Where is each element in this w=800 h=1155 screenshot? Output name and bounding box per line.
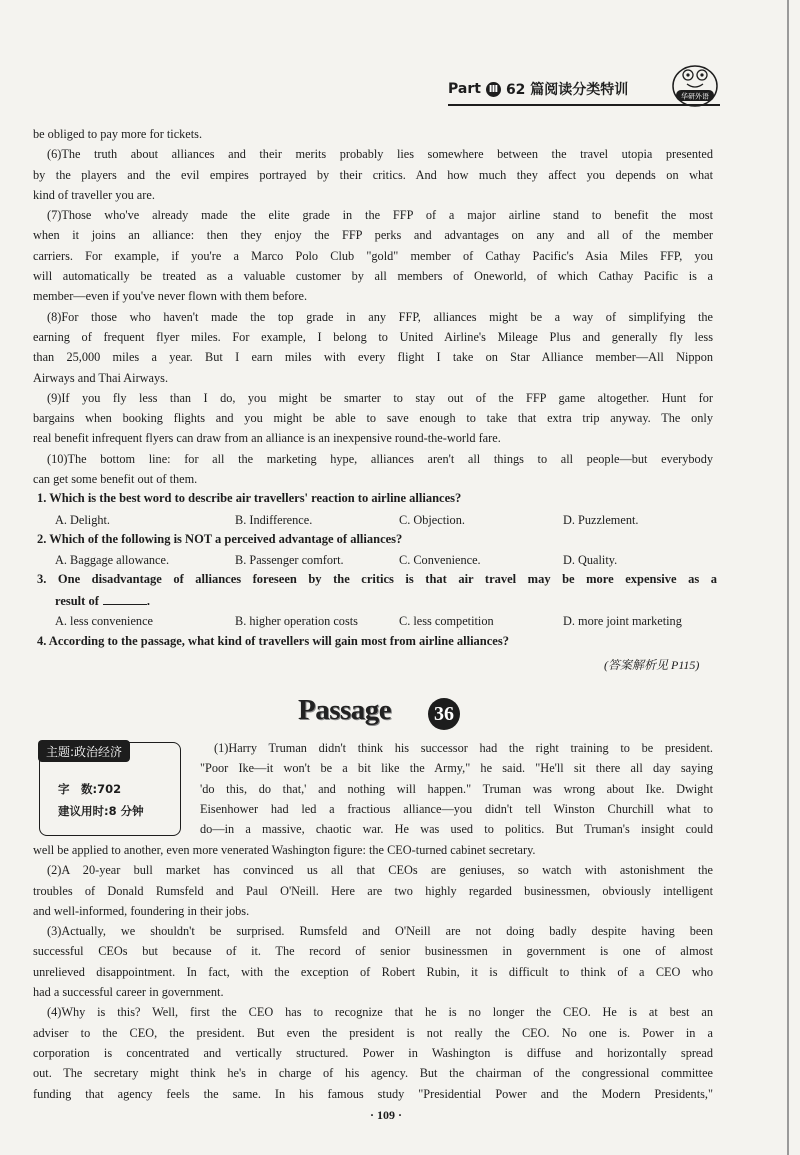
book-title: 62 篇阅读分类特训: [505, 82, 629, 98]
question-2: 2. Which of the following is NOT a perceived advantage of alliances?: [37, 532, 403, 546]
text-line: (9)If you fly less than I do, you might be smarter to stay out of the FFP game altogether. Hunt for: [47, 390, 713, 405]
text-line: (3)Actually, we shouldn't be surprised. Rumsfeld and O'Neill are not doing badly despite having been: [47, 924, 713, 939]
passage-info-box: [39, 742, 181, 836]
text-line: and well-informed, foundering in their jobs.: [33, 903, 250, 918]
text-line: than 25,000 miles a year. But I earn miles with every flight I take on Star Alliance member—All Nippon: [33, 350, 713, 365]
option-c: C. Convenience.: [399, 553, 481, 567]
passage-35-text: [33, 124, 713, 489]
passage-title: Passage: [298, 694, 392, 726]
text-line: (7)Those who've already made the elite grade in the FFP of a major airline stand to benefit the most: [47, 208, 713, 223]
option-d: D. Puzzlement.: [563, 513, 639, 527]
text-line: unrelieved disappointment. In fact, with the exception of Robert Rubin, it is difficult to think of a CEO who: [33, 964, 713, 979]
text-line: Eisenhower had led a fractious alliance—you didn't tell Winston Churchill what to: [200, 801, 713, 816]
part-label: Part: [448, 81, 481, 97]
passage-36-intro: [200, 738, 713, 839]
text-line: troubles of Donald Rumsfeld and Paul O'Neill. Here are two highly regarded businessmen, obviously intelligent: [33, 883, 713, 898]
text-line: by the players and the evil empires portrayed by their critics. And how much they affect you depends on what: [33, 167, 713, 182]
question-3: 3. One disadvantage of alliances foreseen by the critics is that air travel may be more expensive as a: [37, 572, 717, 586]
word-count: 字 数:702: [58, 782, 122, 796]
passage-36-text: [33, 840, 713, 1104]
publisher-logo-icon: [670, 60, 720, 110]
text-line: member—even if you've never flown with them before.: [33, 289, 308, 304]
option-b: B. higher operation costs: [235, 614, 358, 628]
option-b: B. Indifference.: [235, 513, 313, 527]
text-line: (4)Why is this? Well, first the CEO has to recognize that he is no longer the CEO. He is at best an: [47, 1005, 713, 1020]
page-number: · 109 ·: [370, 1108, 403, 1122]
option-c: C. Objection.: [399, 513, 465, 527]
text-line: corporation is concentrated and vertically structured. Power in Washington is diffuse and horizontally spread: [33, 1045, 713, 1060]
page-header: [448, 72, 764, 106]
header-title: [448, 79, 628, 99]
text-line: "Poor Ike—it won't be a bit like the Army," he said. "He'll sit there all day saying: [200, 761, 713, 776]
text-line: out. The secretary might think he's in charge of his agency. But the chairman of the congressional committee: [33, 1066, 713, 1081]
question-3-period: .: [146, 594, 150, 608]
text-line: real benefit infrequent flyers can draw from an alliance is an inexpensive round-the-world fare.: [33, 431, 501, 446]
answer-blank: [103, 604, 147, 605]
answer-reference: (答案解析见 P115): [604, 658, 700, 672]
option-a: A. Delight.: [55, 513, 110, 527]
text-line: when it joins an alliance: then they enjoy the FFP perks and advantages on any and all of the member: [33, 228, 713, 243]
question-1: 1. Which is the best word to describe air travellers' reaction to airline alliances?: [37, 491, 462, 505]
text-line: (6)The truth about alliances and their merits probably lies somewhere between the travel utopia presented: [47, 147, 713, 162]
text-line: 'do this, do that,' and nothing will happen." Truman was wrong about Ike. Dwight: [200, 781, 713, 796]
passage-banner: [298, 694, 468, 736]
text-line: do—in a massive, chaotic war. He was used to politics. But Truman's insight could: [200, 822, 713, 837]
part-number: Ⅲ: [486, 82, 501, 97]
question-3-continued: [55, 594, 150, 609]
text-line: can get some benefit out of them.: [33, 472, 198, 487]
text-line: earning of frequent flyer miles. For example, I belong to United Airline's Mileage Plus and generally fly less: [33, 329, 713, 344]
text-line: adviser to the CEO, the president. But even the president is not really the CEO. No one is. Power in a: [33, 1025, 713, 1040]
question-4: 4. According to the passage, what kind of travellers will gain most from airline alliances?: [37, 634, 509, 648]
text-line: funding that agency feels the same. In his famous study "Presidential Power and the Modern Presidents,": [33, 1086, 713, 1101]
text-line: (8)For those who haven't made the top grade in any FFP, alliances might be a way of simplifying the: [47, 309, 713, 324]
text-line: Airways and Thai Airways.: [33, 370, 169, 385]
page-edge: [787, 0, 789, 1155]
text-line: (10)The bottom line: for all the marketing hype, alliances aren't all things to all people—but everybody: [47, 451, 713, 466]
text-line: had a successful career in government.: [33, 985, 224, 1000]
svg-text:华研外语: 华研外语: [681, 92, 709, 101]
text-line: be obliged to pay more for tickets.: [33, 127, 203, 141]
option-d: D. Quality.: [563, 553, 618, 567]
topic-tag: 主题:政治经济: [38, 740, 130, 762]
text-line: (1)Harry Truman didn't think his successor had the right training to be president.: [214, 741, 713, 755]
text-line: bargains when booking flights and you might be able to save enough to take that extra trip anyway. The only: [33, 411, 713, 426]
text-line: well be applied to another, even more venerated Washington figure: the CEO-turned cabinet secretary.: [33, 843, 536, 857]
text-line: carriers. For example, if you're a Marco Polo Club "gold" member of Cathay Pacific's Asia Miles FFP, you: [33, 248, 713, 263]
question-3-stem-end: result of: [55, 594, 99, 608]
text-line: successful CEOs but because of it. The record of senior businessmen in government is one of almost: [33, 944, 713, 959]
text-line: will automatically be treated as a valuable customer by all members of Oneworld, of which Cathay Pacific is a: [33, 269, 713, 284]
text-line: kind of traveller you are.: [33, 187, 155, 202]
passage-number: 36: [428, 698, 460, 730]
suggested-time: 建议用时:8 分钟: [58, 804, 144, 818]
option-d: D. more joint marketing: [563, 614, 682, 628]
header-rule: [448, 104, 720, 106]
option-b: B. Passenger comfort.: [235, 553, 344, 567]
option-a: A. Baggage allowance.: [55, 553, 170, 567]
option-c: C. less competition: [399, 614, 494, 628]
text-line: (2)A 20-year bull market has convinced us all that CEOs are geniuses, so watch with astonishment the: [47, 863, 713, 878]
option-a: A. less convenience: [55, 614, 153, 628]
